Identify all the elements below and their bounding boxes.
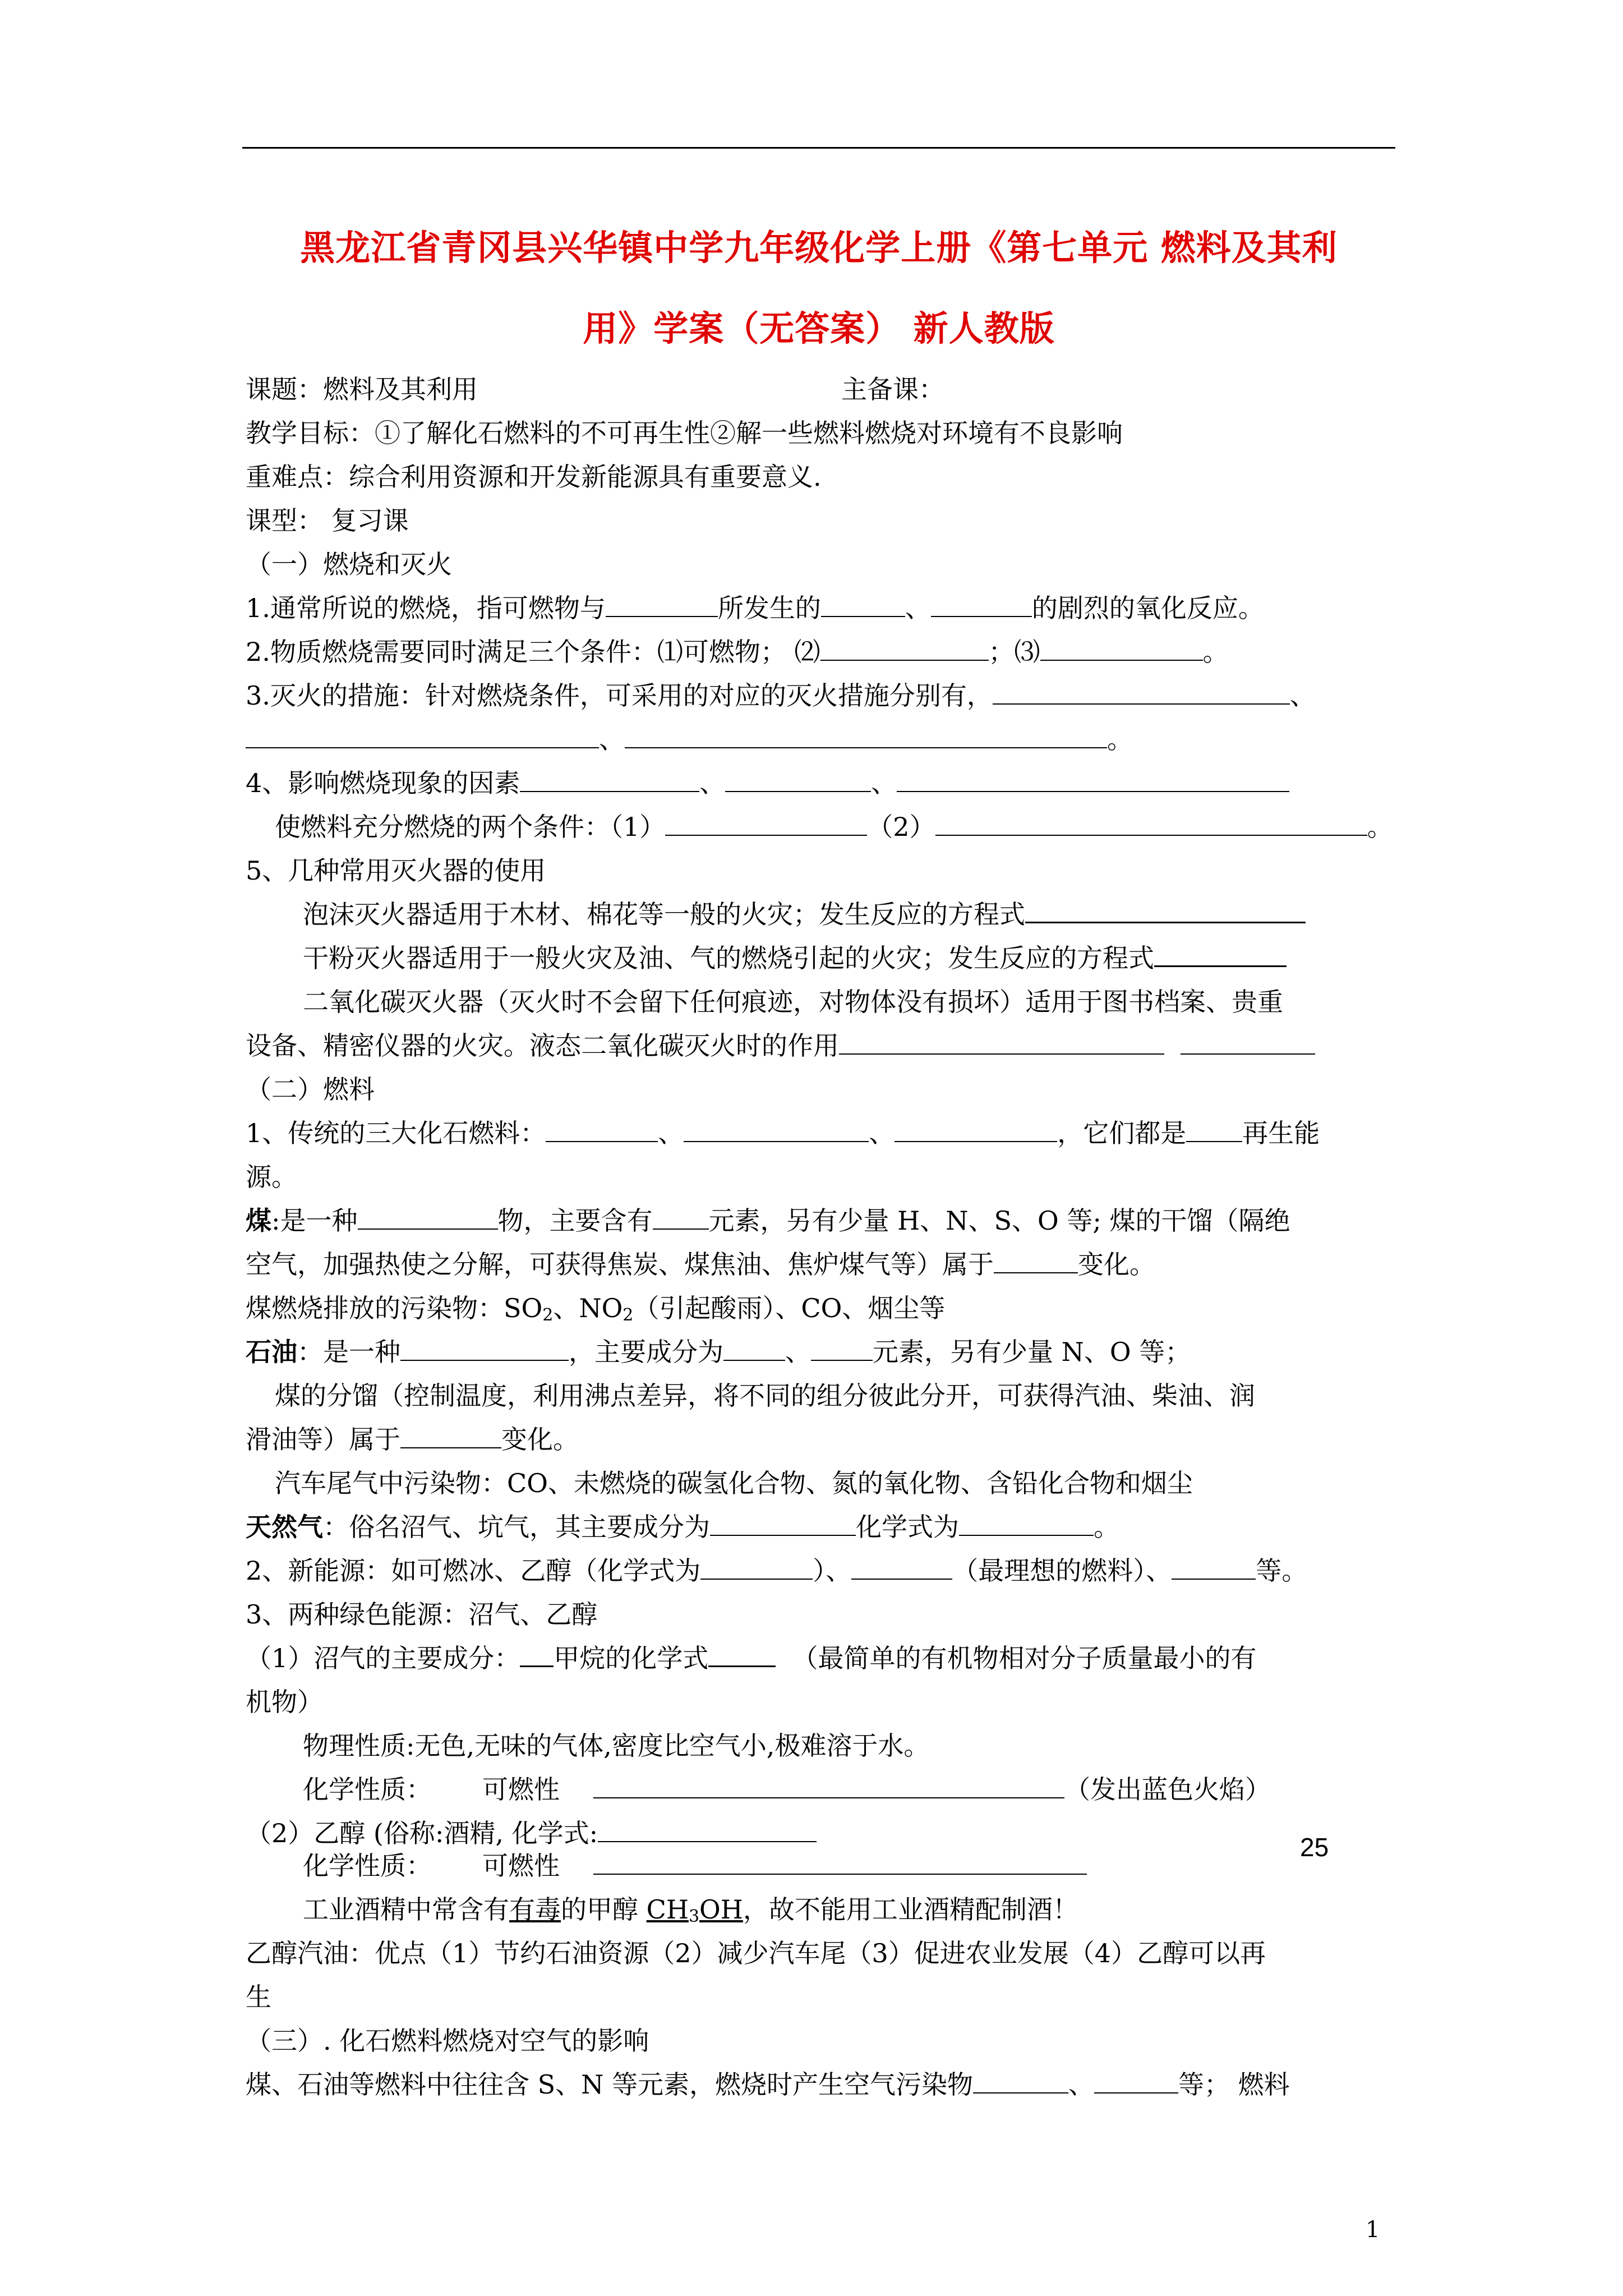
section-heading-2: （二）燃料 — [246, 1074, 375, 1105]
blank[interactable] — [700, 1556, 813, 1580]
blank[interactable] — [931, 593, 1032, 617]
blank[interactable] — [400, 1425, 501, 1448]
oil-line: 石油：是一种 ，主要成分为 、 元素，另有少量 N、O 等； — [246, 1337, 1191, 1367]
foam-extinguisher: 泡沫灭火器适用于木材、棉花等一般的火灾；发生反应的方程式 — [303, 898, 1447, 931]
blank[interactable] — [973, 2070, 1068, 2093]
question-5: 5、几种常用灭火器的使用 — [246, 855, 546, 886]
powder-extinguisher: 干粉灭火器适用于一般火灾及油、气的燃烧引起的火灾；发生反应的方程式 — [303, 941, 1447, 975]
fuel-1-cont: 源。 — [246, 1162, 297, 1192]
blank[interactable] — [993, 681, 1290, 705]
oil-line-2: 煤的分馏（控制温度，利用沸点差异，将不同的组分彼此分开，可获得汽油、柴油、润 — [275, 1381, 1255, 1411]
blank[interactable] — [1172, 1556, 1256, 1580]
lesson-type: 课型： 复习课 — [246, 505, 409, 536]
blank[interactable] — [1181, 1031, 1315, 1055]
coal-line-2: 空气，加强热使之分解，可获得焦炭、煤焦油、焦炉煤气等）属于 变化。 — [246, 1249, 1155, 1280]
blank[interactable] — [994, 1250, 1078, 1273]
blank[interactable] — [598, 1819, 817, 1842]
section-heading-3: （三）. 化石燃料燃烧对空气的影响 — [246, 2026, 649, 2056]
blank[interactable] — [725, 769, 871, 792]
blank[interactable] — [895, 1119, 1057, 1142]
blank[interactable] — [665, 812, 867, 836]
blank[interactable] — [1025, 899, 1306, 923]
natural-gas-line: 天然气：俗名沼气、坑气，其主要成分为 化学式为 。 — [246, 1512, 1119, 1542]
blank[interactable] — [653, 1206, 709, 1230]
blank[interactable] — [959, 1512, 1094, 1536]
blank[interactable] — [710, 1512, 856, 1536]
green-energy-line: 3、两种绿色能源：沼气、乙醇 — [246, 1599, 598, 1630]
question-3: 3.灭火的措施：针对燃烧条件，可采用的对应的灭火措施分别有， 、 — [246, 680, 1316, 711]
blank[interactable] — [520, 769, 699, 792]
header-rule — [242, 147, 1395, 149]
blank[interactable] — [851, 1556, 952, 1580]
blank[interactable] — [708, 1643, 776, 1667]
prep-label: 主备课： — [841, 374, 944, 404]
blank[interactable] — [246, 725, 599, 748]
blank[interactable] — [811, 1337, 873, 1361]
number-25: 25 — [1300, 1833, 1329, 1862]
new-energy-line: 2、新能源：如可燃冰、乙醇（化学式为 ）、 （最理想的燃料）、 等。 — [246, 1556, 1308, 1586]
blank[interactable] — [606, 593, 718, 617]
teaching-goal: 教学目标：①了解化石燃料的不可再生性②解一些燃料燃烧对环境有不良影响 — [246, 418, 1123, 448]
chemical-properties-1: 化学性质： 可燃性 （发出蓝色火焰） — [303, 1774, 1271, 1805]
question-4-conditions: 使燃料充分燃烧的两个条件：（1） （2） 。 — [275, 812, 1393, 842]
key-points: 重难点：综合利用资源和开发新能源具有重要意义. — [246, 462, 822, 492]
blank[interactable] — [520, 1643, 554, 1667]
blank[interactable] — [625, 725, 1107, 748]
question-2: 2.物质燃烧需要同时满足三个条件：⑴可燃物； ⑵ ；⑶ 。 — [246, 637, 1229, 667]
blank[interactable] — [1094, 2070, 1178, 2093]
blank[interactable] — [358, 1206, 498, 1230]
blank[interactable] — [723, 1337, 785, 1361]
blank[interactable] — [1154, 943, 1287, 967]
blank[interactable] — [839, 1031, 1164, 1055]
blank[interactable] — [593, 1775, 1064, 1798]
ethanol-gasoline-2: 生 — [246, 1982, 271, 2012]
ethanol-gasoline: 乙醇汽油：优点（1）节约石油资源（2）减少汽车尾（3）促进农业发展（4）乙醇可以再 — [246, 1938, 1266, 1968]
fossil-air-impact: 煤、石油等燃料中往往含 S、N 等元素，燃烧时产生空气污染物 、 等； 燃料 — [246, 2069, 1290, 2100]
blank[interactable] — [684, 1119, 869, 1142]
blank[interactable] — [821, 593, 905, 617]
coal-pollutants: 煤燃烧排放的污染物：$SO_2$、$NO_2$（引起酸雨）、CO、烟尘等 — [246, 1293, 946, 1325]
industrial-alcohol-warning: 工业酒精中常含有有毒的甲醇 $CH_3OH$，故不能用工业酒精配制酒！ — [303, 1894, 1078, 1926]
oil-line-3: 滑油等）属于 变化。 — [246, 1424, 579, 1455]
doc-title-line2: 用》学案（无答案） 新人教版 — [583, 308, 1055, 349]
blank[interactable] — [546, 1119, 658, 1142]
blank[interactable] — [593, 1851, 1087, 1875]
chemical-properties-2: 化学性质： 可燃性 — [303, 1849, 1447, 1883]
blank[interactable] — [1040, 637, 1203, 661]
ethanol-line: （2）乙醇 (俗称:酒精, 化学式: — [246, 1816, 1390, 1850]
co2-extinguisher: 二氧化碳灭火器（灭火时不会留下任何痕迹，对物体没有损坏）适用于图书档案、贵重 — [303, 987, 1283, 1017]
co2-extinguisher-cont: 设备、精密仪器的火灾。液态二氧化碳灭火时的作用 — [246, 1029, 1390, 1062]
coal-line: 煤:是一种 物，主要含有 元素，另有少量 H、N、S、O 等; 煤的干馏（隔绝 — [246, 1205, 1290, 1236]
exhaust-pollutants: 汽车尾气中污染物：CO、未燃烧的碳氢化合物、氮的氧化物、含铅化合物和烟尘 — [275, 1468, 1193, 1498]
topic-line — [246, 372, 1390, 406]
physical-properties: 物理性质:无色,无味的气体,密度比空气小,极难溶于水。 — [303, 1731, 930, 1761]
blank[interactable] — [897, 769, 1289, 792]
biogas-line: （1）沼气的主要成分： 甲烷的化学式 （最简单的有机物相对分子质量最小的有 — [246, 1643, 1257, 1673]
section-heading-1: （一）燃烧和灭火 — [246, 549, 452, 579]
question-1: 1.通常所说的燃烧，指可燃物与 所发生的 、 的剧烈的氧化反应。 — [246, 593, 1264, 623]
question-3-cont: 、 。 — [246, 723, 1390, 756]
question-4: 4、影响燃烧现象的因素 、 、 — [246, 766, 1390, 800]
blank[interactable] — [935, 812, 1367, 836]
topic-label: 课题：燃料及其利用 — [246, 374, 478, 404]
blank[interactable] — [400, 1337, 569, 1361]
blank[interactable] — [1186, 1119, 1242, 1142]
doc-title-line1: 黑龙江省青冈县兴华镇中学九年级化学上册《第七单元 燃料及其利 — [300, 227, 1338, 268]
blank[interactable] — [820, 637, 989, 661]
page-number: 1 — [1366, 2217, 1380, 2243]
biogas-line-2: 机物） — [246, 1687, 323, 1717]
fuel-1: 1、传统的三大化石燃料： 、 、 ，它们都是 再生能 — [246, 1118, 1320, 1148]
